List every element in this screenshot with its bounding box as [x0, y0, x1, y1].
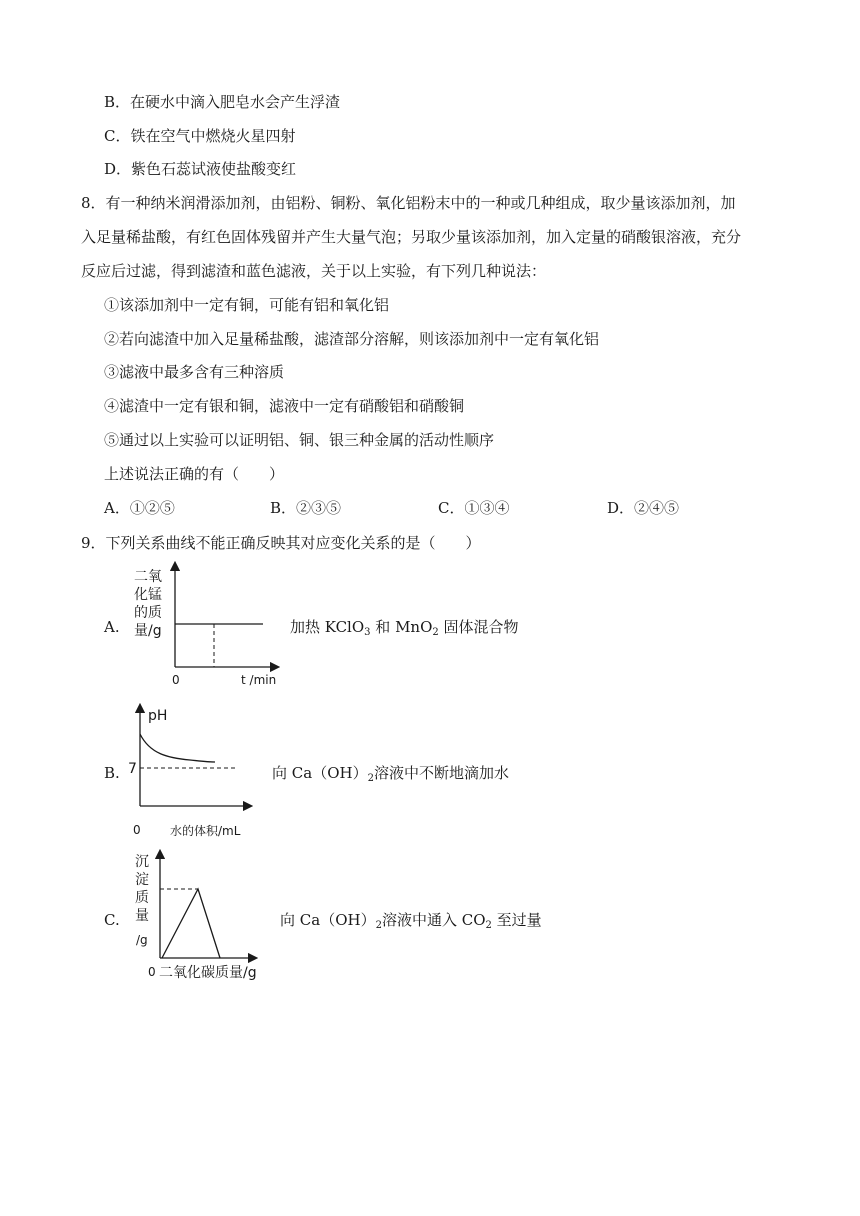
graph-c-ylabel-3: 质: [135, 890, 149, 906]
graph-c: [125, 848, 275, 983]
q7-option-d: D．紫色石蕊试液使盐酸变红: [104, 160, 297, 178]
q8-option-d: D．②④⑤: [607, 499, 680, 517]
graph-b-ylabel: pH: [148, 708, 168, 724]
q7-option-b: B．在硬水中滴入肥皂水会产生浮渣: [104, 93, 341, 111]
graph-c-ylabel-5: /g: [136, 933, 148, 947]
q8-statement-2: ②若向滤渣中加入足量稀盐酸，滤渣部分溶解，则该添加剂中一定有氧化铝: [104, 330, 600, 348]
q9-stem: 9．下列关系曲线不能正确反映其对应变化关系的是（ ）: [81, 534, 481, 552]
graph-c-ylabel-2: 淀: [135, 872, 149, 888]
q9-option-a-letter: A.: [104, 618, 120, 636]
q8-statement-4: ④滤渣中一定有银和铜，滤液中一定有硝酸铝和硝酸铜: [104, 397, 465, 415]
q8-statement-5: ⑤通过以上实验可以证明铝、铜、银三种金属的活动性顺序: [104, 431, 495, 449]
graph-a-ylabel-1: 二氧: [134, 569, 162, 585]
q9-option-a-description: 加热 KClO$_3$ 和 MnO$_2$ 固体混合物: [290, 618, 519, 638]
q9-option-c-description: 向 $Ca(OH)_2$溶液中通入 $CO_2$ 至过量: [280, 911, 542, 931]
graph-a-ylabel-4: 量/g: [134, 623, 162, 639]
q7-option-c: C．铁在空气中燃烧火星四射: [104, 127, 296, 145]
q9-option-b-description: 向 $Ca(OH)_2$溶液中不断地滴加水: [272, 764, 509, 784]
graph-a-xlabel: t /min: [241, 673, 277, 687]
graph-b-tick-7: 7: [128, 761, 137, 777]
graph-b-ph-curve: [140, 734, 215, 762]
graph-b: [120, 702, 270, 842]
graph-b-xlabel: 水的体积/mL: [170, 824, 241, 838]
q8-prompt: 上述说法正确的有（ ）: [104, 465, 285, 483]
graph-a-ylabel-3: 的质: [134, 605, 162, 621]
graph-c-ylabel-1: 沉: [135, 854, 149, 870]
graph-c-xlabel: 二氧化碳质量/g: [159, 965, 257, 981]
q9-option-c-letter: C.: [104, 911, 120, 929]
q9-option-b-letter: B.: [104, 764, 120, 782]
graph-c-ylabel-4: 量: [135, 908, 149, 924]
graph-a-origin: 0: [172, 673, 180, 687]
q8-stem-line-3: 反应后过滤，得到滤渣和蓝色滤液，关于以上实验，有下列几种说法：: [81, 262, 547, 280]
q8-statement-3: ③滤液中最多含有三种溶质: [104, 363, 285, 381]
graph-a: [125, 560, 285, 690]
q8-stem-line-1: 8．有一种纳米润滑添加剂，由铝粉、铜粉、氧化铝粉末中的一种或几种组成，取少量该添加剂，加: [81, 194, 736, 212]
q8-option-a: A．①②⑤: [104, 499, 175, 517]
graph-c-origin: 0: [148, 965, 156, 979]
q8-option-c: C．①③④: [438, 499, 510, 517]
q8-statement-1: ①该添加剂中一定有铜，可能有铝和氧化铝: [104, 296, 390, 314]
graph-c-precipitate-curve: [162, 889, 220, 958]
q8-option-b: B．②③⑤: [270, 499, 342, 517]
graph-a-ylabel-2: 化锰: [134, 587, 162, 603]
q8-stem-line-2: 入足量稀盐酸，有红色固体残留并产生大量气泡；另取少量该添加剂，加入定量的硝酸银溶液，充分: [81, 228, 742, 246]
graph-b-origin: 0: [133, 823, 141, 837]
